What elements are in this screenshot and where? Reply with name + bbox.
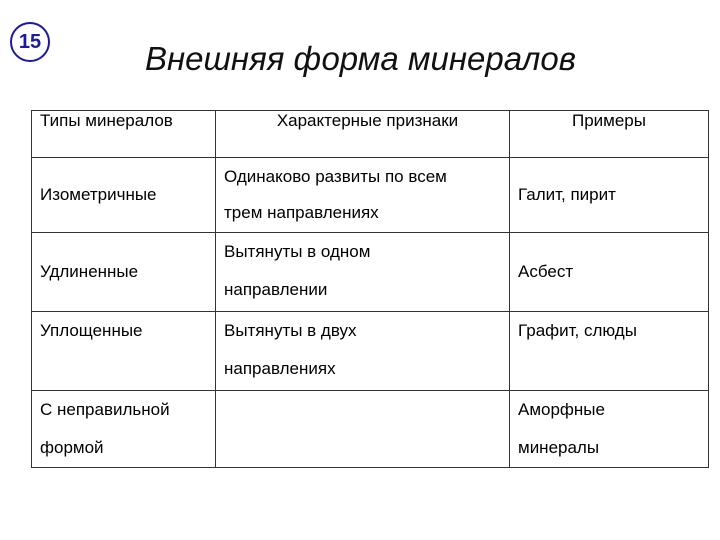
features-line-2: направлении [224,280,328,299]
slide-number-badge: 15 [10,22,50,62]
features-line-1: Одинаково развиты по всем [224,167,447,186]
header-examples: Примеры [510,111,709,158]
table-row [32,233,709,312]
type-text: Изометричные [40,185,157,204]
page-title: Внешняя форма минералов [145,40,576,77]
examples-cell [510,233,709,312]
examples-line-1: Аморфные [518,400,605,419]
examples-text: Асбест [518,262,574,281]
features-line-1: Вытянуты в двух [224,321,357,340]
type-cell [32,233,216,312]
header-types: Типы минералов [32,111,216,158]
examples-cell [510,391,709,468]
header-features: Характерные признаки [216,111,510,158]
type-line-2: формой [40,438,104,457]
type-cell [32,391,216,468]
examples-line-2: минералы [518,438,600,457]
minerals-table [31,110,709,468]
features-cell [216,233,510,312]
table-row [32,391,709,468]
examples-text: Графит, слюды [518,321,637,340]
features-cell [216,391,510,468]
features-line-2: направлениях [224,359,336,378]
table-row [32,158,709,233]
examples-cell [510,312,709,391]
features-line-2: трем направлениях [224,203,379,222]
table-header-row [32,111,709,158]
examples-cell [510,158,709,233]
type-cell [32,158,216,233]
type-text: Уплощенные [40,321,143,340]
type-line-1: С неправильной [40,400,170,419]
features-line-1: Вытянуты в одном [224,242,371,261]
type-text: Удлиненные [40,262,139,281]
examples-text: Галит, пирит [518,185,616,204]
table-row [32,312,709,391]
features-cell [216,158,510,233]
features-cell [216,312,510,391]
type-cell [32,312,216,391]
